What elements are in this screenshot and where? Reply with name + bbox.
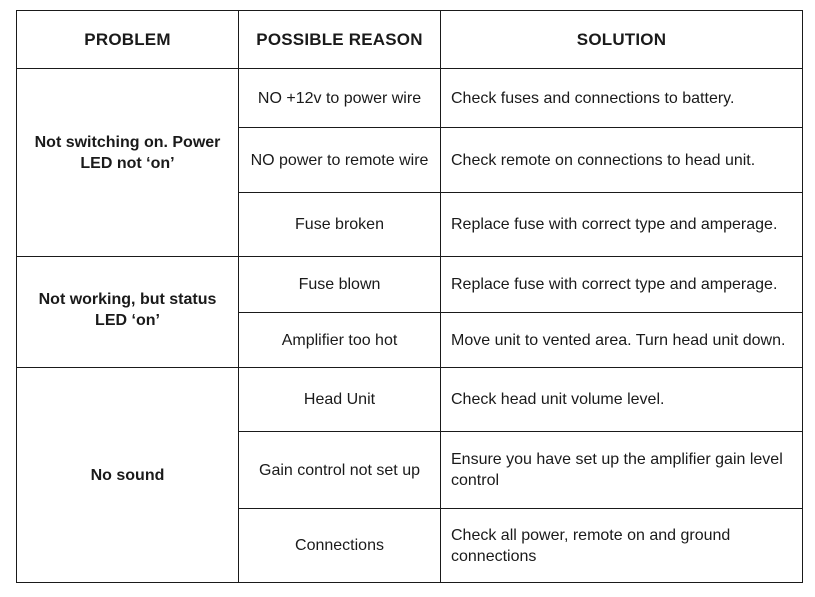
header-solution: SOLUTION xyxy=(441,11,803,69)
solution-cell: Check remote on connections to head unit. xyxy=(441,128,803,193)
problem-cell xyxy=(17,69,239,257)
reason-cell: Head Unit xyxy=(239,368,441,432)
table-row xyxy=(17,368,803,432)
reason-cell: Fuse blown xyxy=(239,257,441,313)
table-row xyxy=(17,257,803,313)
problem-text: No sound xyxy=(90,466,165,484)
header-possible-reason: POSSIBLE REASON xyxy=(239,11,441,69)
reason-cell: Amplifier too hot xyxy=(239,313,441,368)
solution-cell: Move unit to vented area. Turn head unit down. xyxy=(441,313,803,368)
solution-cell: Replace fuse with correct type and amperage. xyxy=(441,257,803,313)
header-problem: PROBLEM xyxy=(17,11,239,69)
solution-cell: Check fuses and connections to battery. xyxy=(441,69,803,128)
table-row xyxy=(17,69,803,128)
solution-cell: Check all power, remote on and ground connections xyxy=(441,509,803,583)
solution-cell: Check head unit volume level. xyxy=(441,368,803,432)
solution-cell: Replace fuse with correct type and amperage. xyxy=(441,193,803,257)
problem-text: Not working, but status LED ‘on’ xyxy=(38,291,217,329)
problem-text: Not switching on. Power LED not ‘on’ xyxy=(34,133,221,172)
reason-cell: Gain control not set up xyxy=(239,432,441,509)
reason-cell: Fuse broken xyxy=(239,193,441,257)
problem-cell xyxy=(17,257,239,368)
header-row xyxy=(17,11,803,69)
problem-cell xyxy=(17,368,239,583)
solution-cell: Ensure you have set up the amplifier gain level control xyxy=(441,432,803,509)
reason-cell: NO +12v to power wire xyxy=(239,69,441,128)
reason-cell: NO power to remote wire xyxy=(239,128,441,193)
reason-cell: Connections xyxy=(239,509,441,583)
troubleshooting-table xyxy=(16,10,803,583)
